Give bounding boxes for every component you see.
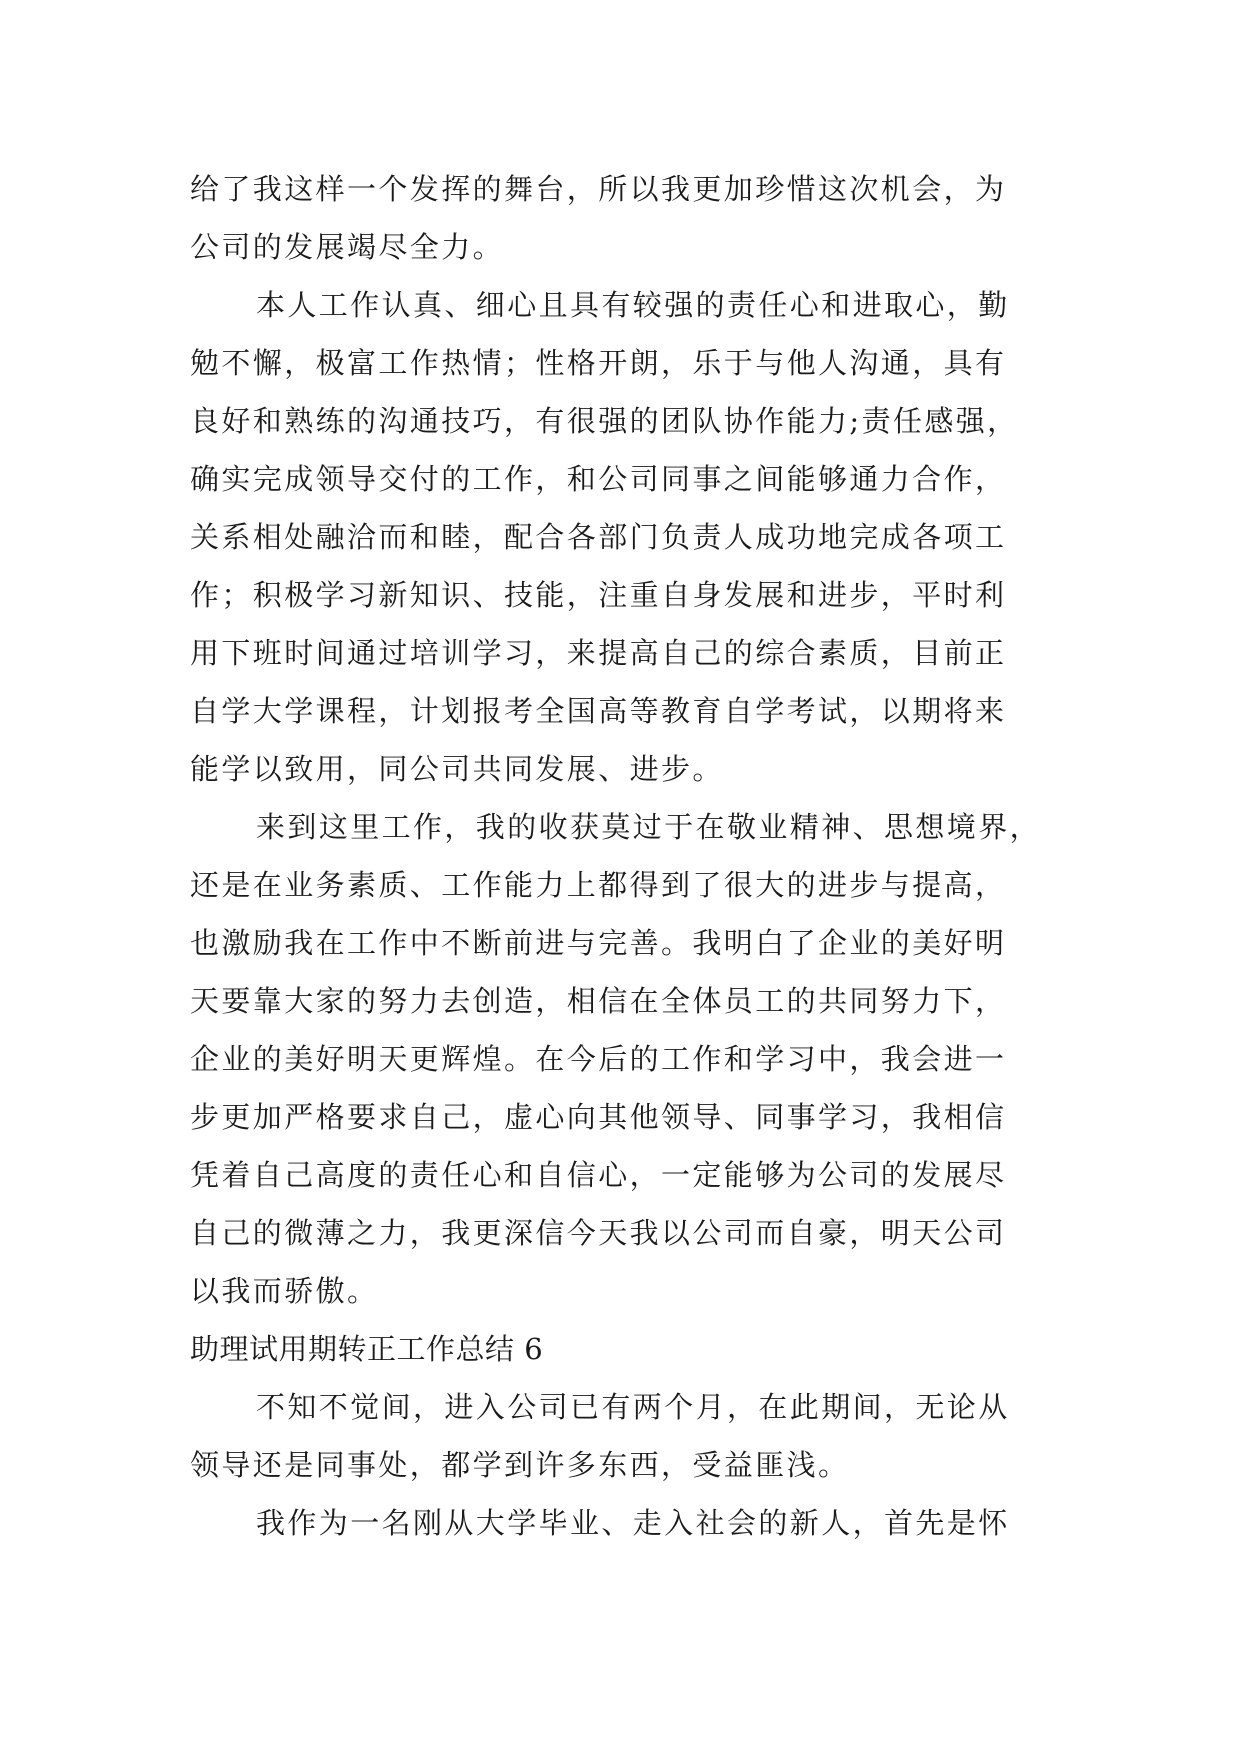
text-line: 以我而骄傲。 <box>190 1274 379 1308</box>
text-line: 来到这里工作，我的收获莫过于在敬业精神、思想境界， <box>256 810 1042 844</box>
paragraph <box>190 160 1060 276</box>
paragraph <box>190 1378 1060 1494</box>
paragraph <box>190 1494 1060 1552</box>
text-line: 关系相处融洽而和睦，配合各部门负责人成功地完成各项工 <box>190 520 1007 554</box>
text-line: 给了我这样一个发挥的舞台，所以我更加珍惜这次机会，为 <box>190 172 1007 206</box>
text-line: 用下班时间通过培训学习，来提高自己的综合素质，目前正 <box>190 636 1007 670</box>
text-line: 勉不懈，极富工作热情；性格开朗，乐于与他人沟通，具有 <box>190 346 1007 380</box>
text-line: 也激励我在工作中不断前进与完善。我明白了企业的美好明 <box>190 926 1007 960</box>
text-line: 良好和熟练的沟通技巧，有很强的团队协作能力;责任感强， <box>190 404 1019 438</box>
text-line: 自己的微薄之力，我更深信今天我以公司而自豪，明天公司 <box>190 1216 1007 1250</box>
section-heading: 助理试用期转正工作总结 6 <box>190 1332 544 1366</box>
text-line: 凭着自己高度的责任心和自信心，一定能够为公司的发展尽 <box>190 1158 1007 1192</box>
text-line: 作；积极学习新知识、技能，注重自身发展和进步，平时利 <box>190 578 1007 612</box>
text-line: 不知不觉间，进入公司已有两个月，在此期间，无论从 <box>256 1390 1010 1424</box>
text-line: 本人工作认真、细心且具有较强的责任心和进取心，勤 <box>256 288 1010 322</box>
text-line: 企业的美好明天更辉煌。在今后的工作和学习中，我会进一 <box>190 1042 1007 1076</box>
text-line: 公司的发展竭尽全力。 <box>190 230 505 264</box>
text-line: 能学以致用，同公司共同发展、进步。 <box>190 752 724 786</box>
paragraph <box>190 798 1060 1320</box>
text-line: 步更加严格要求自己，虚心向其他领导、同事学习，我相信 <box>190 1100 1007 1134</box>
text-line: 确实完成领导交付的工作，和公司同事之间能够通力合作， <box>190 462 1007 496</box>
text-line: 天要靠大家的努力去创造，相信在全体员工的共同努力下， <box>190 984 1007 1018</box>
text-line: 我作为一名刚从大学毕业、走入社会的新人，首先是怀 <box>256 1506 1010 1540</box>
text-line: 还是在业务素质、工作能力上都得到了很大的进步与提高， <box>190 868 1007 902</box>
text-line: 领导还是同事处，都学到许多东西，受益匪浅。 <box>190 1448 850 1482</box>
document-body <box>190 160 1060 1552</box>
paragraph <box>190 276 1060 798</box>
text-line: 自学大学课程，计划报考全国高等教育自学考试，以期将来 <box>190 694 1007 728</box>
